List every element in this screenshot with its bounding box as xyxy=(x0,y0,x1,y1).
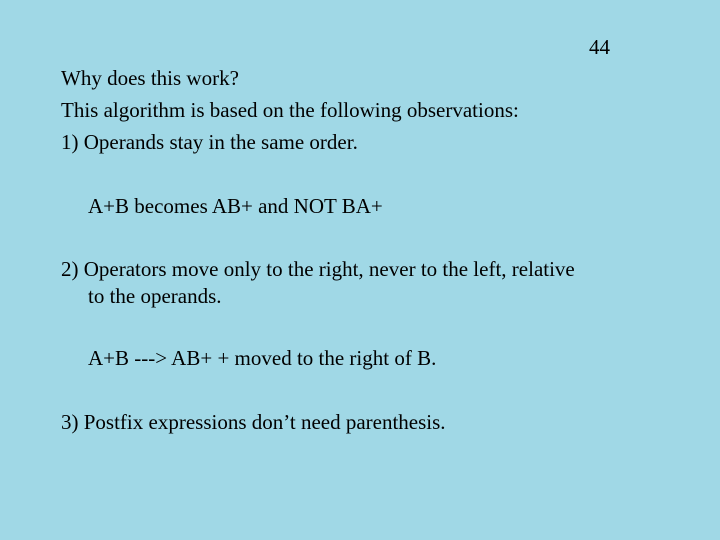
page-number: 44 xyxy=(589,35,610,59)
example-2: A+B ---> AB+ + moved to the right of B. xyxy=(88,346,437,370)
example-1: A+B becomes AB+ and NOT BA+ xyxy=(88,194,383,218)
intro-line: This algorithm is based on the following observations: xyxy=(61,98,519,122)
observation-2: 2) Operators move only to the right, never to the left, relative xyxy=(61,257,575,281)
observation-1: 1) Operands stay in the same order. xyxy=(61,130,358,154)
observation-3: 3) Postfix expressions don’t need parenthesis. xyxy=(61,410,446,434)
observation-2-continued: to the operands. xyxy=(88,284,222,308)
question-line: Why does this work? xyxy=(61,66,239,90)
